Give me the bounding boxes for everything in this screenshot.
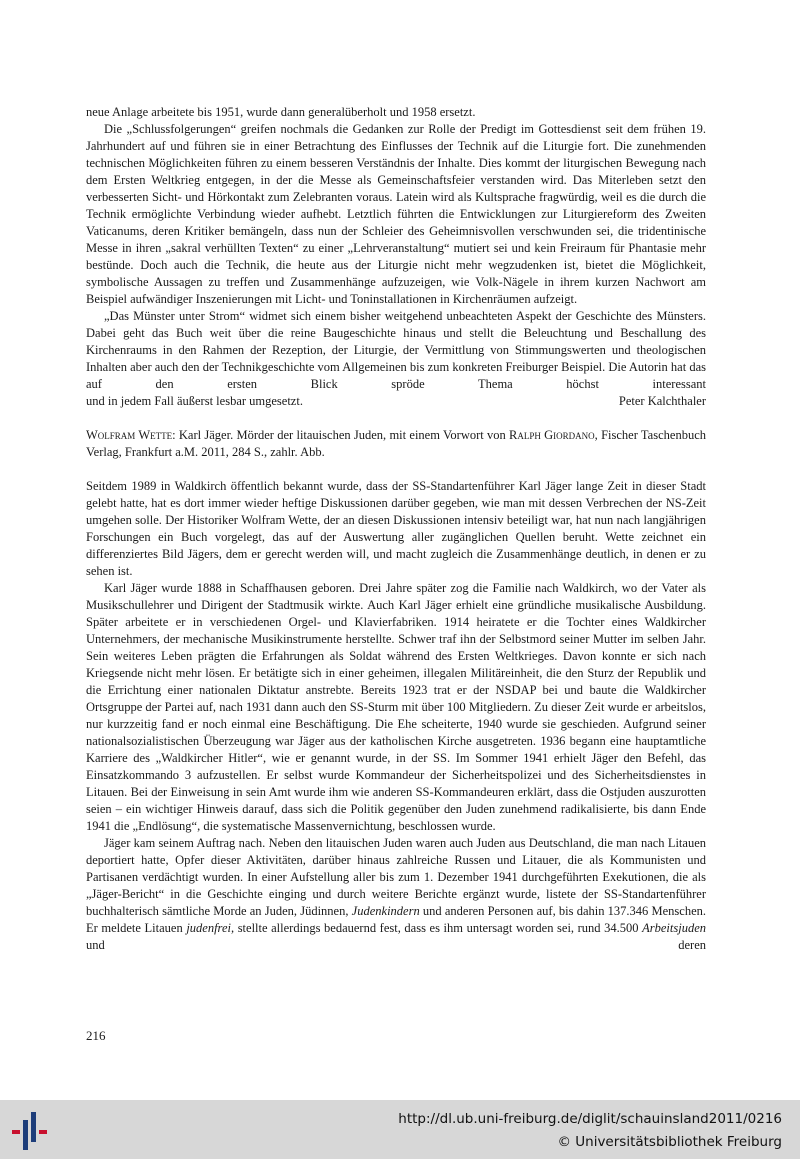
p3-text-c: stellte allerdings bedauernd fest, dass es ihm untersagt worden sei, rund 34.500 bbox=[234, 921, 643, 935]
page-body bbox=[86, 104, 706, 954]
foreword-author: Ralph Giordano bbox=[509, 428, 595, 442]
review1-closing-line bbox=[86, 393, 706, 410]
permalink-link[interactable]: http://dl.ub.uni-freiburg.de/diglit/schauinsland2011/0216 bbox=[398, 1111, 782, 1127]
review1-paragraph-1: neue Anlage arbeitete bis 1951, wurde dann generalüberholt und 1958 ersetzt. bbox=[86, 105, 476, 119]
review2-paragraph-1: Seitdem 1989 in Waldkirch öffentlich bekannt wurde, dass der SS-Standartenführer Karl Jäger lange Zeit in dieser Stadt gelebt hatte, hat es dort immer wieder heftige Diskussionen darüber gegeben, wie man mit dessen Verbrechen der NS-Zeit umgehen solle. Der Historiker Wolfram Wette, der an diesen Diskussionen intensiv beteiligt war, hat nun nach langjährigen Forschungen ein Buch vorgelegt, das auf der Auswertung aller zugänglichen Quellen beruht. Wette zeichnet ein differenziertes Bild Jägers, dem er gerecht werden will, und macht zugleich die Zusammenhänge deutlich, in denen er zu sehen ist. bbox=[86, 479, 706, 578]
book-title: : Karl Jäger. Mörder der litauischen Juden, mit einem Vorwort von bbox=[172, 428, 510, 442]
book-publication-info: , Fischer Taschenbuch Verlag, Frankfurt a.M. 2011, 284 S., zahlr. Abb. bbox=[86, 428, 706, 459]
review1-last-line: und in jedem Fall äußerst lesbar umgesetzt. bbox=[86, 394, 303, 408]
p3-italic-arbeitsjuden: Arbeitsjuden bbox=[642, 921, 706, 935]
p3-text-a: Jäger kam seinem Auftrag nach. Neben den litauischen Juden waren auch Juden aus Deutschland, die man nach Litauen deportiert hatte, Opfer dieser Aktivitäten, darüber hinaus zahlreiche Russen und Litauer, die als Kommunisten und Partisanen verdächtigt wurden. In einer Aufstellung aller bis zum 1. Dezember 1941 durchgeführten Exekutionen, die als „Jäger-Bericht“ in die Geschichte einging und durch weitere Berichte ergänzt wurde, listete der SS-Standartenführer buchhalterisch sämtliche Morde an Juden, Jüdinnen, bbox=[86, 836, 706, 918]
review1-signature: Peter Kalchthaler bbox=[618, 394, 706, 408]
book-author: Wolfram Wette bbox=[86, 428, 173, 442]
footer-bar bbox=[0, 1100, 800, 1159]
p3-italic-judenkindern: Judenkindern bbox=[351, 904, 420, 918]
page-number: 216 bbox=[86, 1028, 106, 1043]
review2-paragraph-2: Karl Jäger wurde 1888 in Schaffhausen geboren. Drei Jahre später zog die Familie nach Waldkirch, wo der Vater als Musikschullehrer und Dirigent der Stadtmusik wirkte. Auch Karl Jäger erhielt eine gründliche musikalische Ausbildung. Später arbeitete er in verschiedenen Orgel- und Klavierfabriken. 1914 heiratete er die Tochter eines Waldkircher Unternehmers, der mechanische Musikinstrumente herstellte. Schwer traf ihn der Selbstmord seiner Mutter im selben Jahr. Sein weiteres Leben prägten die Erfahrungen als Soldat während des Ersten Weltkrieges. Davon konnte er sich nach Kriegsende nicht mehr lösen. Er betätigte sich in einer geheimen, illegalen Militäreinheit, die den Sturz der Republik und die Errichtung einer nationalen Diktatur anstrebte. Bereits 1923 trat er der NSDAP bei und baute die Waldkircher Ortsgruppe der Partei auf, nach 1931 dann auch den SS-Sturm mit über 100 Mitgliedern. Zu dieser Zeit wurde er arbeitslos, nur kurzzeitig fand er noch einmal eine Beschäftigung. Die Ehe scheiterte, 1940 wurde sie geschieden. Aufgrund seiner nationalsozialistischen Überzeugung war Jäger aus der katholischen Kirche ausgetreten. 1936 begann eine hauptamtliche Karriere des „Waldkircher Hitler“, wie er genannt wurde, in der SS. Im Sommer 1941 erhielt Jäger den Befehl, das Einsatzkommando 3 aufzustellen. Er selbst wurde Kommandeur der Sicherheitspolizei und des Sicherheitsdienstes in Litauen. Bei der Einweisung in sein Amt wurde ihm wie anderen SS-Kommandeuren erklärt, dass die Ostjuden auszurotten seien – ein wichtiger Hinweis darauf, dass sich die Politik gegenüber den Juden zunehmend radikalisierte, bis dann Ende 1941 die „Endlösung“, die systematische Massenvernichtung, beschlossen wurde. bbox=[86, 581, 706, 833]
p3-text-b: und anderen Personen auf, bis dahin 137.346 Menschen. Er meldete Litauen bbox=[86, 904, 707, 935]
review1-paragraph-2: Die „Schlussfolgerungen“ greifen nochmals die Gedanken zur Rolle der Predigt im Gottesdienst seit dem frühen 19. Jahrhundert auf und führen sie in einer Betrachtung des Einflusses der Technik auf die Liturgie fort. Die zunehmenden technischen Möglichkeiten führen zu einem besseren Verständnis der Inhalte. Dies kommt der liturgischen Bewegung nach dem Ersten Weltkrieg entgegen, in der die Messe als Gemeinschaftsfeier verstanden wird. Das Miterleben setzt den verbesserten Sicht- und Hörkontakt zum Zelebranten voraus. Latein wird als Kultsprache fragwürdig, weil es die durch die Technik ermöglichte Verbindung wieder aufhebt. Letztlich führten die Entwicklungen zur Liturgiereform des Zweiten Vaticanums, deren Kritiker bemängeln, dass nun der Schleier des Geheimnisvollen verschwunden sei, die tridentinische Messe in ihren „sakral verhüllten Texten“ zu einer „Lehrveranstaltung“ mutiert sei und kein Freiraum für Phantasie mehr bestünde. Doch auch die Technik, die heute aus der Liturgie nicht mehr wegzudenken ist, bietet die Möglichkeit, symbolische Aussagen zu treffen und Zusammenhänge aufzuzeigen, wie Volk-Nägele in ihrem kurzen Nachwort am Beispiel aufwändiger Inszenierungen mit Licht- und Toninstallationen in Kirchenräumen aufzeigt. bbox=[86, 122, 706, 306]
review2-paragraph-3 bbox=[86, 835, 706, 954]
p3-text-d: und deren bbox=[86, 938, 706, 952]
ub-freiburg-logo-icon bbox=[10, 1110, 54, 1154]
p3-italic-judenfrei: judenfrei, bbox=[186, 921, 235, 935]
review1-paragraph-3: „Das Münster unter Strom“ widmet sich einem bisher weitgehend unbeachteten Aspekt der Geschichte des Münsters. Dabei geht das Buch weit über die reine Baugeschichte hinaus und stellt die Beleuchtung und Beschallung des Kirchenraums in den Rahmen der Rezeption, der Liturgie, der Vermittlung von Stimmungswerten und theologischen Inhalten aber auch den der Technikgeschichte vom Allgemeinen bis zum konkreten Freiburger Beispiel. Die Autorin hat das auf den ersten Blick spröde Thema höchst interessant bbox=[86, 309, 706, 391]
review2-book-heading bbox=[86, 427, 706, 461]
copyright-notice: © Universitätsbibliothek Freiburg bbox=[557, 1134, 782, 1150]
